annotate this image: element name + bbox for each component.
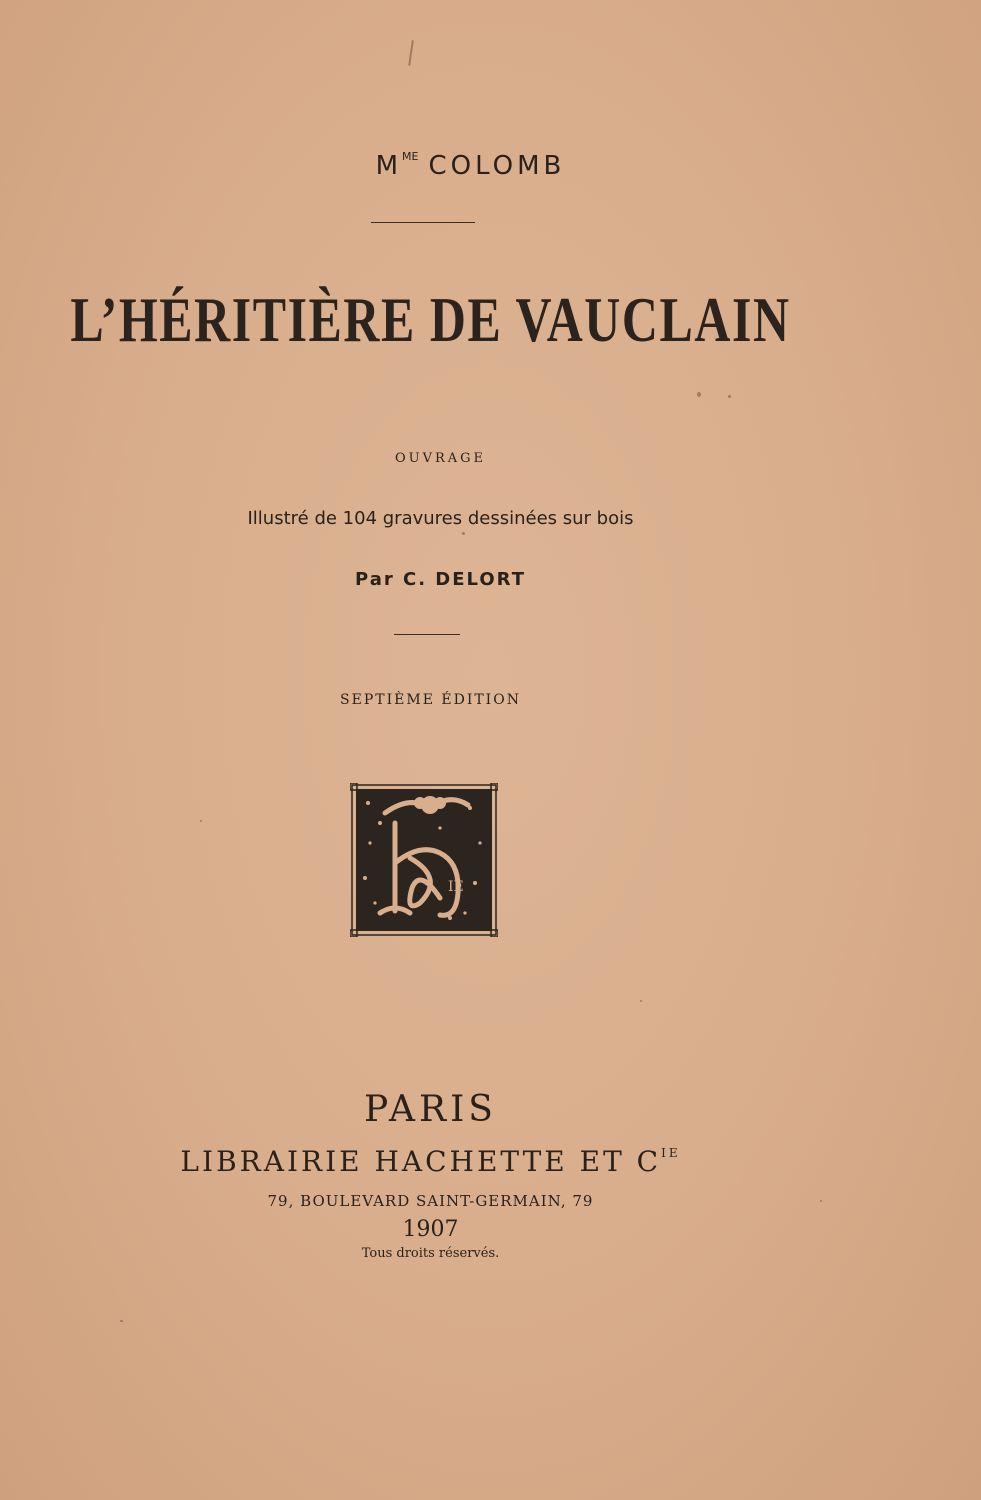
divider-rule [371, 222, 475, 223]
book-title: L’HÉRITIÈRE DE VAUCLAIN [70, 284, 791, 355]
imprint-year: 1907 [402, 1217, 459, 1242]
divider-rule [394, 634, 460, 635]
paper-speck [697, 392, 701, 397]
paper-speck [408, 40, 414, 66]
imprint-rights: Tous droits réservés. [361, 1246, 500, 1261]
author-name: $M^{ME}$ COLOMB [375, 150, 566, 181]
imprint-address: 79, BOULEVARD SAINT-GERMAIN, 79 [267, 1192, 594, 1210]
ouvrage-label: OUVRAGE [394, 451, 487, 466]
illustration-note: Illustré de 104 gravures dessinées sur bois [247, 508, 634, 529]
paper-speck [462, 532, 465, 535]
publisher-monogram-icon [350, 783, 498, 937]
edition-label: SEPTIÈME ÉDITION [340, 692, 521, 708]
paper-speck [120, 1320, 123, 1322]
illustrator-credit: Par C. DELORT [354, 569, 526, 590]
paper-speck [640, 1000, 642, 1002]
paper-speck [200, 820, 202, 822]
imprint-city: PARIS [364, 1089, 497, 1130]
svg-text:IE: IE [448, 879, 464, 895]
paper-speck [728, 395, 731, 398]
imprint-publisher: LIBRAIRIE HACHETTE ET $C^{IE}$ [180, 1145, 681, 1178]
